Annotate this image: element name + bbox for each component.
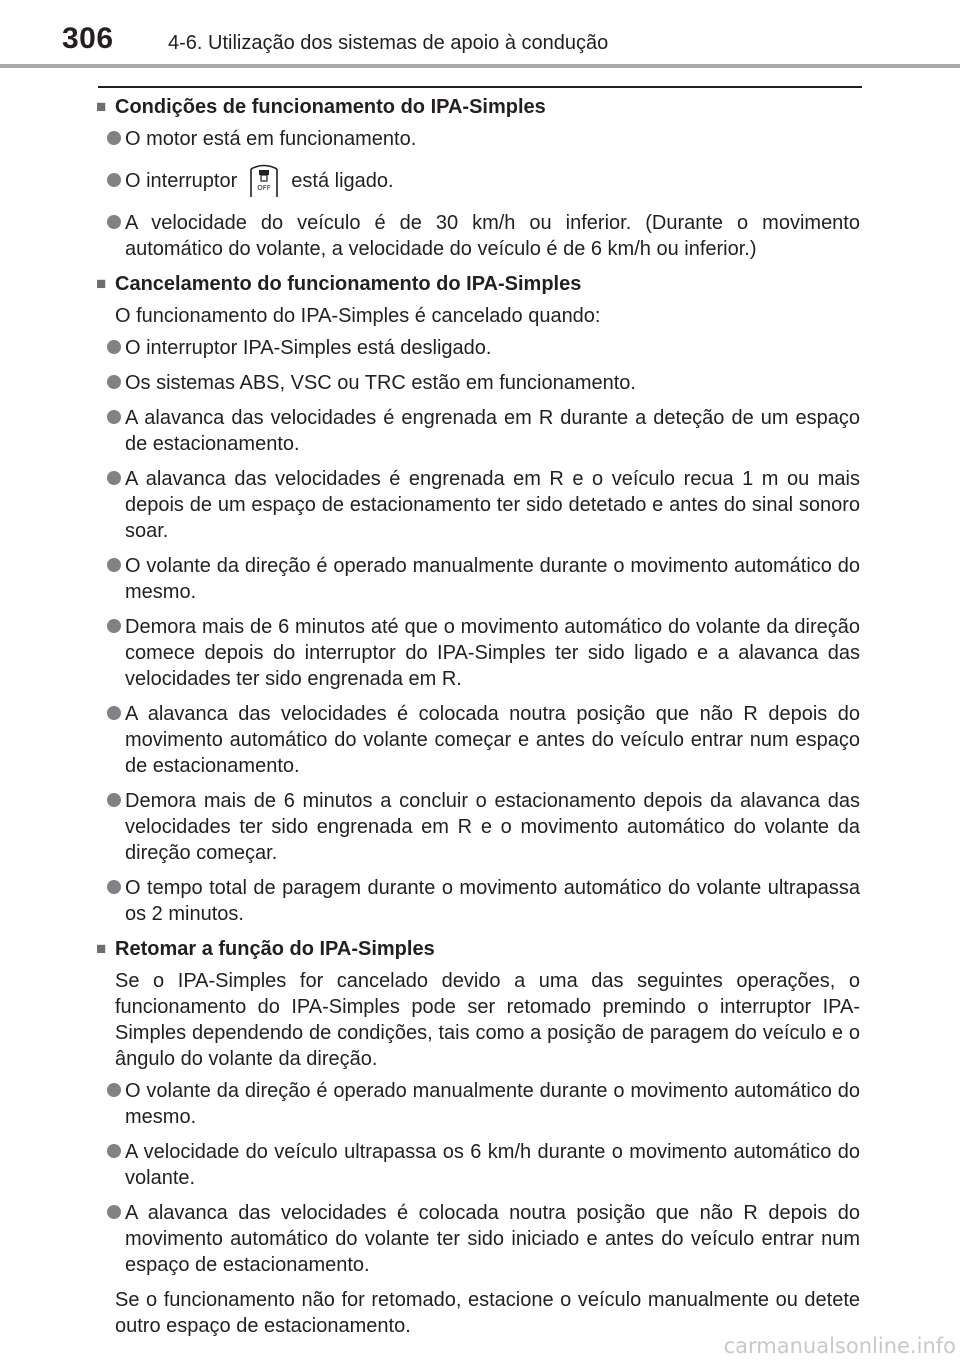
list-item-text: A alavanca das velocidades é engrenada em R durante a deteção de um espaço de estacionamento.: [125, 407, 860, 455]
section-heading-text: Cancelamento do funcionamento do IPA-Simples: [115, 273, 582, 295]
bullet-icon: [107, 405, 125, 424]
list-item-text: O tempo total de paragem durante o movimento automático do volante ultrapassa os 2 minutos.: [125, 877, 860, 925]
bullet-icon: [107, 875, 125, 894]
page-header: [0, 0, 960, 66]
section-heading: [96, 94, 860, 120]
list-item: [96, 405, 860, 457]
list-item-text: A alavanca das velocidades é colocada noutra posição que não R depois do movimento automático do volante começar e antes do veículo entrar num espaço de estacionamento.: [125, 703, 860, 777]
section-heading: [96, 936, 860, 962]
list-item: [96, 466, 860, 544]
list-item-text: O interruptor IPA-Simples está desligado.: [125, 337, 492, 359]
switch-text-after: está ligado.: [291, 170, 394, 192]
list-item: [96, 701, 860, 779]
list-item: [96, 168, 860, 194]
list-item: [96, 1078, 860, 1130]
square-marker-icon: ■: [96, 97, 107, 116]
section-intro: O funcionamento do IPA-Simples é cancelado quando:: [115, 305, 601, 327]
page-number: 306: [62, 22, 114, 55]
section-header-title: 4-6. Utilização dos sistemas de apoio à condução: [168, 32, 609, 54]
list-item: [96, 875, 860, 927]
list-item: [96, 553, 860, 605]
list-item: [96, 370, 860, 396]
list-item-text: O volante da direção é operado manualmente durante o movimento automático do mesmo.: [125, 555, 860, 603]
bullet-icon: [107, 1139, 125, 1158]
list-item-text: O volante da direção é operado manualmente durante o movimento automático do mesmo.: [125, 1080, 860, 1128]
list-item: [96, 335, 860, 361]
bullet-icon: [107, 335, 125, 354]
section-heading: [96, 271, 860, 297]
header-divider: [0, 64, 960, 68]
bullet-icon: [107, 466, 125, 485]
list-item-text: O motor está em funcionamento.: [125, 128, 417, 150]
bullet-icon: [107, 788, 125, 807]
list-item-text: Demora mais de 6 minutos até que o movimento automático do volante da direção comece depois do interruptor do IPA-Simples ter sido ligado e a alavanca das velocidades ter sido engrenada em R.: [125, 616, 860, 690]
list-item: [96, 1139, 860, 1191]
list-item: [96, 210, 860, 262]
svg-text:OFF: OFF: [257, 183, 272, 192]
bullet-icon: [107, 701, 125, 720]
square-marker-icon: ■: [96, 274, 107, 293]
bullet-icon: [107, 126, 125, 145]
section-intro: Se o IPA-Simples for cancelado devido a uma das seguintes operações, o funcionamento do IPA-Simples pode ser retomado premindo o interruptor IPA-Simples dependendo de condições, tais como a posição de paragem do veículo e o ângulo do volante da direção.: [115, 970, 860, 1070]
list-item: [96, 788, 860, 866]
list-item: [96, 614, 860, 692]
list-item-text: Demora mais de 6 minutos a concluir o estacionamento depois da alavanca das velocidades ter sido engrenada em R e o movimento automático do volante da direção começar.: [125, 790, 860, 864]
watermark: carmanualsonline.info: [723, 1334, 956, 1358]
bullet-icon: [107, 210, 125, 229]
list-item-text: Os sistemas ABS, VSC ou TRC estão em funcionamento.: [125, 372, 636, 394]
list-item-text: A velocidade do veículo ultrapassa os 6 km/h durante o movimento automático do volante.: [125, 1141, 860, 1189]
bullet-icon: [107, 370, 125, 389]
bullet-icon: [107, 553, 125, 572]
bullet-icon: [107, 168, 125, 187]
bullet-icon: [107, 1200, 125, 1219]
section-heading-text: Condições de funcionamento do IPA-Simples: [115, 96, 546, 118]
ipa-switch-icon: [249, 161, 279, 199]
section-heading-text: Retomar a função do IPA-Simples: [115, 938, 435, 960]
list-item-text: A alavanca das velocidades é colocada noutra posição que não R depois do movimento automático do volante ter sido iniciado e antes do veículo entrar num espaço de estacionamento.: [125, 1202, 860, 1276]
list-item-text: A velocidade do veículo é de 30 km/h ou inferior. (Durante o movimento automático do volante, a velocidade do veículo é de 6 km/h ou inferior.): [125, 212, 860, 260]
square-marker-icon: ■: [96, 939, 107, 958]
switch-text-before: O interruptor: [125, 170, 238, 192]
list-item: [96, 1200, 860, 1278]
bullet-icon: [107, 1078, 125, 1097]
list-item-text: [125, 168, 860, 194]
section-outro: Se o funcionamento não for retomado, estacione o veículo manualmente ou detete outro espaço de estacionamento.: [115, 1289, 860, 1337]
bullet-icon: [107, 614, 125, 633]
list-item-text: A alavanca das velocidades é engrenada em R e o veículo recua 1 m ou mais depois de um espaço de estacionamento ter sido detetado e antes do sinal sonoro soar.: [125, 468, 860, 542]
content-top-rule: [98, 86, 862, 88]
list-item: [96, 126, 860, 152]
page-content: [96, 94, 860, 1345]
